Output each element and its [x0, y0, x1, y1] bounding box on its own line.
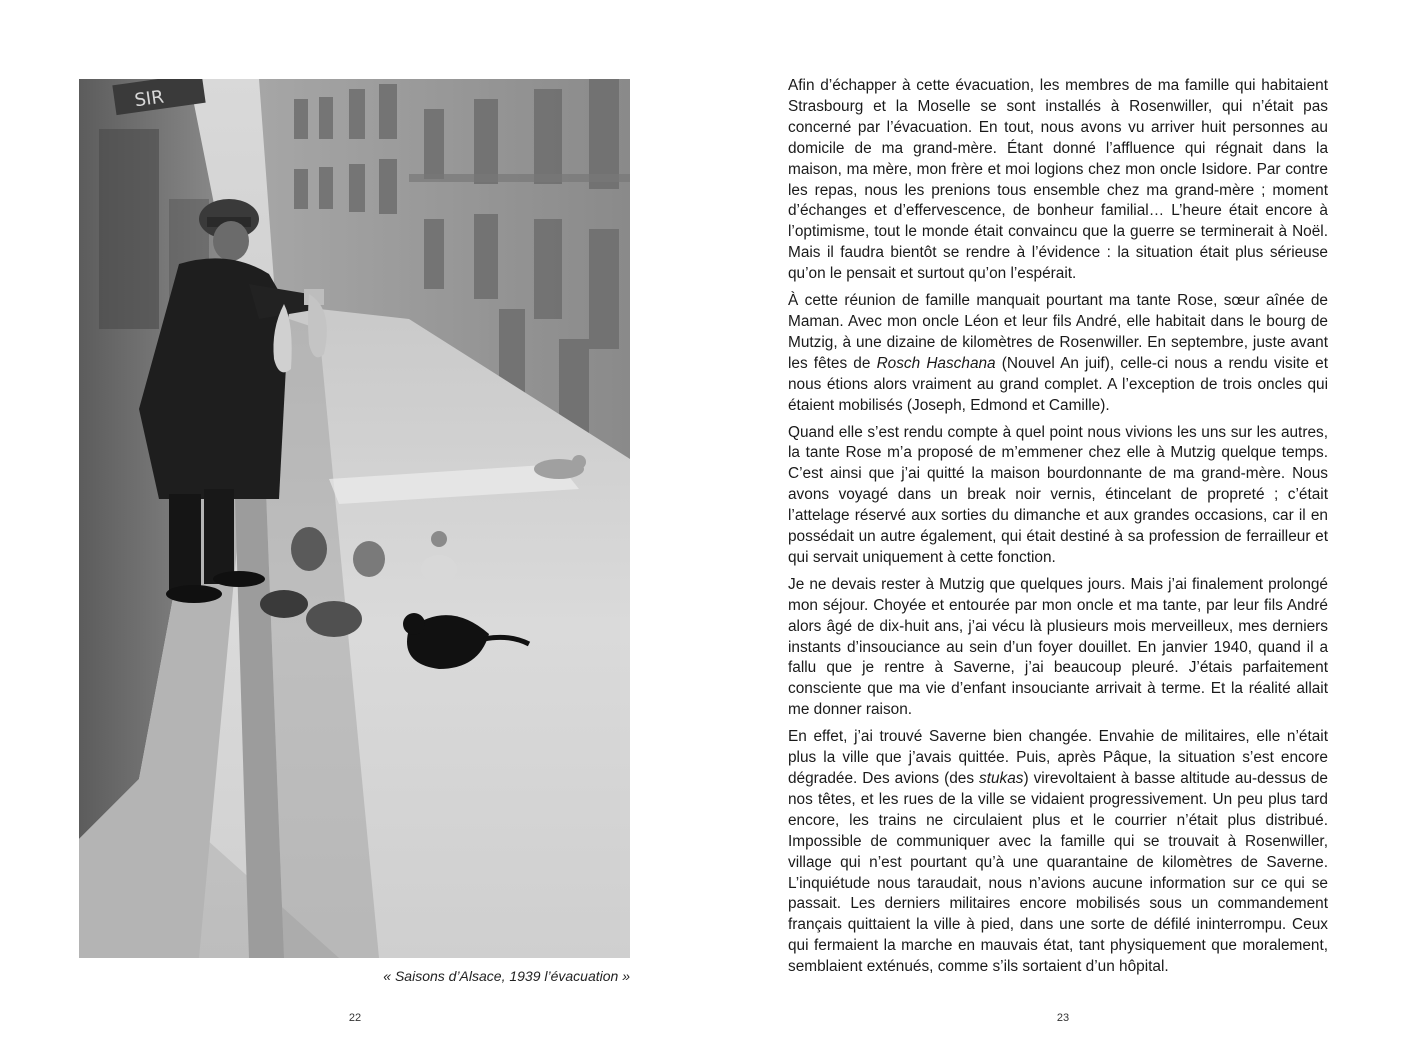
- body-text: [788, 76, 1328, 984]
- text-segment: À cette réunion de famille manquait pourtant ma tante Rose, sœur aînée de Maman. Avec mon oncle Léon et leur fils André, elle habitait dans le bourg de Mutzig, à une dizaine de kilomètres de Rosenwiller. En septembre, juste avant les fêtes de: [788, 292, 1328, 372]
- paragraph: [788, 76, 1328, 285]
- page-number-left: 22: [348, 1012, 362, 1024]
- photo-caption: « Saisons d’Alsace, 1939 l’évacuation »: [383, 968, 630, 984]
- right-page: [708, 0, 1417, 1063]
- left-page: [0, 0, 708, 1063]
- text-segment: Je ne devais rester à Mutzig que quelques jours. Mais j’ai finalement prolongé mon séjour. Choyée et entourée par mon oncle et ma tante, par leur fils André alors âgé de dix-huit ans, j’ai vécu là plusieurs mois merveilleux, mes derniers instants d’insouciance au sein d’un foyer douillet. En janvier 1940, quand il a fallu que je rentre à Saverne, j’ai beaucoup pleuré. J’étais parfaitement consciente que ma vie d’enfant insouciante arrivait à terme. Et la réalité allait me donner raison.: [788, 575, 1328, 719]
- paragraph: [788, 727, 1328, 978]
- shop-sign: SIR: [133, 86, 166, 112]
- paragraph: [788, 575, 1328, 721]
- text-segment: Afin d’échapper à cette évacuation, les membres de ma famille qui habitaient Strasbourg et la Moselle se sont installés à Rosenwiller, qui n’était pas concerné par l’évacuation. En tout, nous avons vu arriver huit personnes au domicile de ma grand-mère. Étant donné l’affluence qui régnait dans la maison, ma mère, mon frère et moi logions chez mon oncle Isidore. Par contre les repas, nous les prenions tous ensemble chez ma grand-mère ; moment d’échanges et d’effervescence, de bonheur familial… L’heure était encore à l’optimisme, tout le monde était convaincu que la guerre se terminerait à Noël. Mais il faudra bientôt se rendre à l’évidence : la situation était plus sérieuse qu’on le pensait et surtout qu’on l’espérait.: [788, 77, 1328, 283]
- italic-term: Rosch Haschana: [876, 354, 996, 372]
- text-segment: ) virevoltaient à basse altitude au-dessus de nos têtes, et les rues de la ville se vidaient progressivement. Un peu plus tard encore, les trains ne circulaient plus et le courrier n’était plus distribué. Impossible de communiquer avec la famille qui se trouvait à Rosenwiller, village qui n’est pourtant qu’à une quarantaine de kilomètres de Saverne. L’inquiétude nous taraudait, nous n’avions aucune information sur ce qui se passait. Les derniers militaires encore mobilisés sous un commandement français quittaient la ville à pied, dans une sorte de défilé ininterrompu. Ceux qui fermaient la marche en mauvais état, tant physiquement que moralement, semblaient exténués, comme s’ils sortaient d’un hôpital.: [788, 770, 1328, 976]
- paragraph: [788, 423, 1328, 569]
- text-segment: En effet, j’ai trouvé Saverne bien changée. Envahie de militaires, elle n’était plus la ville que j’avais quittée. Puis, après Pâque, la situation s’est encore dégradée. Des avions (des: [788, 728, 1328, 787]
- photograph-soldier-feeding-cats-icon: [79, 79, 630, 958]
- text-segment: (Nouvel An juif), celle-ci nous a rendu visite et nous étions alors vraiment au grand complet. A l’exception de trois oncles qui étaient mobilisés (Joseph, Edmond et Camille).: [788, 354, 1328, 414]
- page-number-right: 23: [1056, 1012, 1070, 1024]
- street-photograph: [79, 79, 630, 958]
- italic-term: stukas: [979, 770, 1024, 787]
- text-segment: Quand elle s’est rendu compte à quel point nous vivions les uns sur les autres, la tante Rose m’a proposé de m’emmener chez elle à Mutzig quelque temps. C’est ainsi que j’ai quitté la maison bourdonnante de ma grand-mère. Nous avons voyagé dans un break noir vernis, étincelant de propreté ; c’était l’attelage réservé aux sorties du dimanche et aux grandes occasions, car il en possédait un autre également, qui était destiné à sa profession de ferrailleur et qui servait uniquement à cette fonction.: [788, 423, 1328, 566]
- paragraph: [788, 291, 1328, 416]
